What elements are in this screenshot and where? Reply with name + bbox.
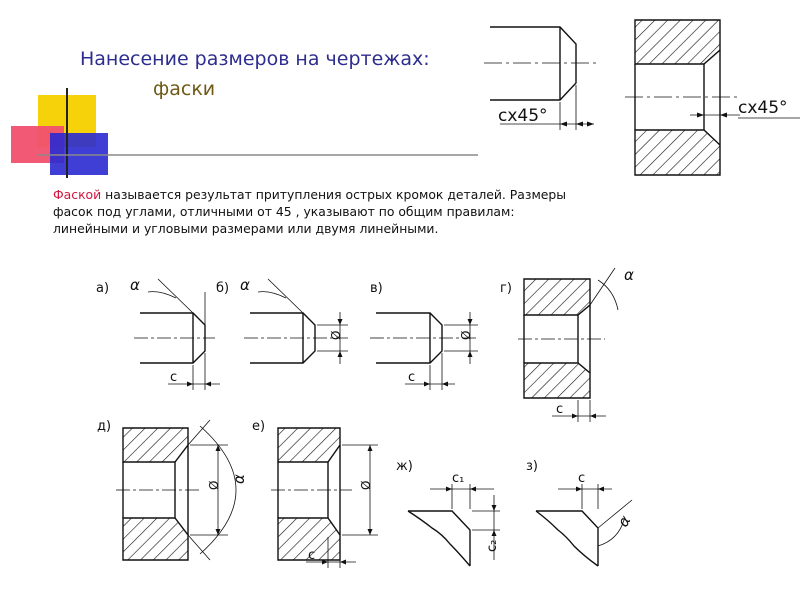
chamfer-c-g: c [556,402,564,417]
label-a: а) [96,281,110,296]
diameter-symbol-e: Ø [359,480,373,490]
diameter-symbol-d: Ø [207,480,221,490]
angle-symbol-g: α [624,266,634,284]
label-z: з) [526,459,538,474]
description-body: называется результат притупления острых кромок деталей. Размеры фасок под углами, отличными от 45 , указывают по общим правилам: линейными и угловыми размерами или двумя линейными. [53,187,567,236]
description-text [53,186,573,237]
chamfer-c-a: c [170,370,178,385]
diameter-symbol-b: Ø [329,330,343,340]
example-b-drawing [244,279,348,364]
decor-blocks [11,88,478,178]
example-v-drawing [370,312,478,390]
example-zh-drawing [408,484,500,566]
angle-symbol-a: α [130,276,140,294]
diameter-symbol-v: Ø [459,330,473,340]
example-z-drawing [536,484,632,566]
chamfer-c2-zh: c₂ [485,539,500,552]
top-hole-chamfer-label: cx45° [738,98,788,118]
top-shaft-chamfer-label: cx45° [498,106,548,126]
page-title: Нанесение размеров на чертежах: [80,48,430,70]
example-g-drawing [518,268,618,422]
angle-symbol-z: α [613,512,635,530]
description-term: Фаской [53,187,102,202]
label-g: г) [500,281,512,296]
angle-symbol-d: α [230,474,248,484]
label-d: д) [97,419,112,434]
label-b: б) [216,281,230,296]
chamfer-c-v: c [408,370,416,385]
label-zh: ж) [396,459,413,474]
chamfer-c1-zh: c₁ [452,471,465,486]
angle-symbol-b: α [240,276,250,294]
decor-blue-square [50,133,108,175]
page-subtitle: фаски [153,78,216,100]
label-e: е) [252,419,266,434]
example-e-drawing [271,428,378,568]
chamfer-c-e: c [308,548,316,563]
chamfer-c-z: c [578,471,586,486]
label-v: в) [370,281,383,296]
